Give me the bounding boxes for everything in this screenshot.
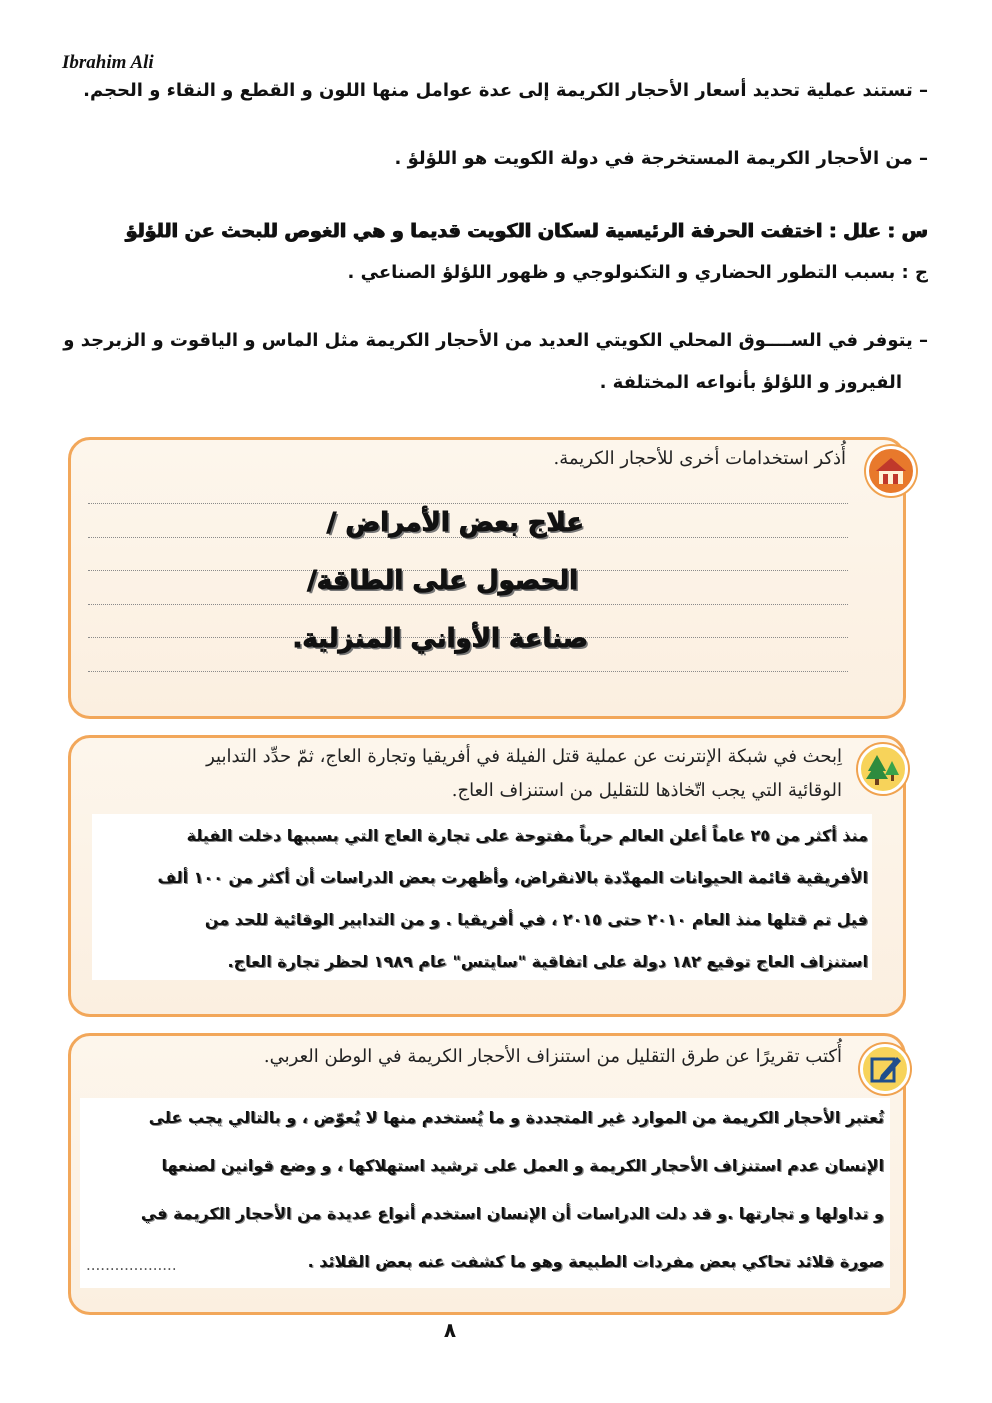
- page-number: ٨: [443, 1318, 457, 1342]
- paragraph-market-2: الفيروز و اللؤلؤ بأنواعه المختلفة .: [599, 372, 902, 393]
- dotted-line: [88, 604, 848, 605]
- box2-answer-line: منذ أكثر من ٢٥ عاماً أعلن العالم حرباً مفتوحة على تجارة العاج التي بسببها دخلت الفيلة: [186, 826, 868, 845]
- box1-answer-2: الحصول على الطاقة/: [307, 566, 578, 596]
- paragraph-prices: – تستند عملية تحديد أسعار الأحجار الكريمة إلى عدة عوامل منها اللون و القطع و النقاء و الحجم.: [83, 80, 928, 101]
- question-line: س : علل : اختفت الحرفة الرئيسية لسكان الكويت قديما و هي الغوص للبحث عن اللؤلؤ: [125, 220, 928, 242]
- box3-answer-line: و تداولها و تجارتها .و قد دلت الدراسات أن الإنسان استخدم أنواع عديدة من الأحجار الكريمة في: [140, 1204, 884, 1223]
- trees-icon: [858, 744, 908, 794]
- box1-prompt: أُذكر استخدامات أخرى للأحجار الكريمة.: [553, 448, 846, 469]
- house-icon: [866, 446, 916, 496]
- box3-prompt: أُكتب تقريرًا عن طرق التقليل من استنزاف الأحجار الكريمة في الوطن العربي.: [263, 1046, 842, 1067]
- box3-answer-line: صورة قلائد تحاكي بعض مفردات الطبيعة وهو ما كشفت عنه بعض القلائد .: [307, 1252, 884, 1271]
- box1-answer-1: علاج بعض الأمراض /: [326, 508, 584, 538]
- dotted-line: [88, 671, 848, 672]
- paragraph-kuwait-pearl: – من الأحجار الكريمة المستخرجة في دولة الكويت هو اللؤلؤ .: [394, 148, 928, 169]
- pencil-icon: [860, 1044, 910, 1094]
- box3-answer-line: تُعتبر الأحجار الكريمة من الموارد غير المتجددة و ما يُستخدم منها لا يُعوّض ، و بالتالي يجب على: [148, 1108, 884, 1127]
- dotted-line: [88, 503, 848, 504]
- box2-prompt-2: الوقائية التي يجب اتّخاذها للتقليل من استنزاف العاج.: [451, 780, 842, 801]
- author-name: Ibrahim Ali: [62, 52, 154, 73]
- answer-line: ج : بسبب التطور الحضاري و التكنولوجي و ظهور اللؤلؤ الصناعي .: [347, 262, 928, 283]
- trailing-dots: ...................: [86, 1256, 177, 1274]
- paragraph-market-1: – يتوفر في الســــوق المحلي الكويتي العديد من الأحجار الكريمة مثل الماس و الياقوت و الزبرجد و: [63, 330, 928, 351]
- box1-answer-3: صناعة الأواني المنزلية.: [292, 624, 588, 654]
- box2-prompt-1: اِبحث في شبكة الإنترنت عن عملية قتل الفيلة في أفريقيا وتجارة العاج، ثمّ حدِّد التدابير: [206, 746, 842, 767]
- box3-answer-line: الإنسان عدم استنزاف الأحجار الكريمة و العمل على ترشيد استهلاكها ، و وضع قوانين لصنعها: [161, 1156, 884, 1175]
- box2-answer-line: استنزاف العاج توقيع ١٨٢ دولة على اتفاقية "سايتس" عام ١٩٨٩ لحظر تجارة العاج.: [227, 952, 868, 971]
- box2-answer-line: الأفريقية قائمة الحيوانات المهدّدة بالانقراض، وأظهرت بعض الدراسات أن أكثر من ١٠٠ ألف: [157, 868, 868, 887]
- box2-answer-line: فيل تم قتلها منذ العام ٢٠١٠ حتى ٢٠١٥ ، في أفريقيا . و من التدابير الوقائية للحد من: [204, 910, 868, 929]
